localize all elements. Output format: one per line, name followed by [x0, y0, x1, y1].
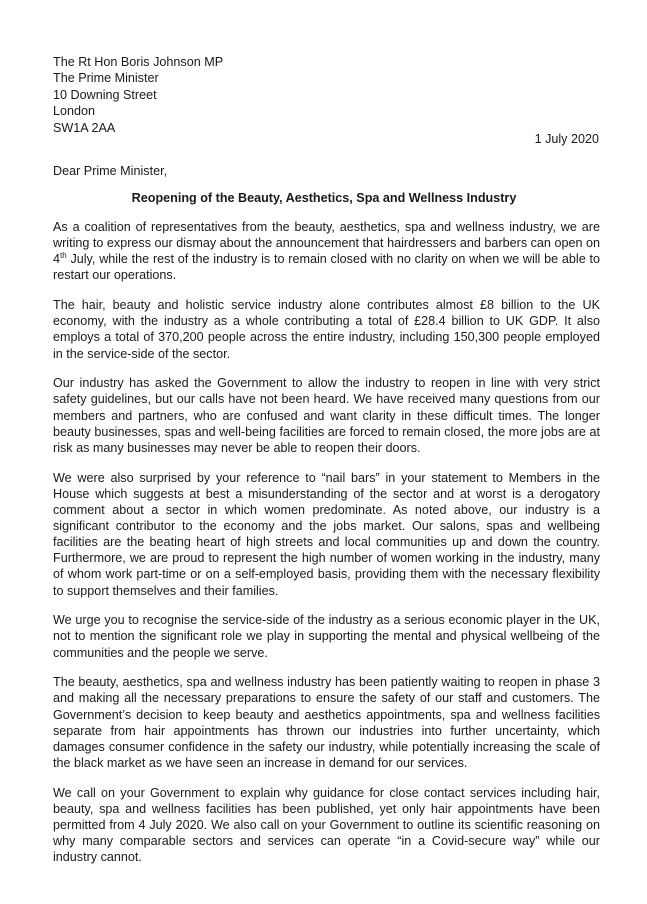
recipient-title: The Prime Minister — [53, 71, 159, 86]
subject-heading: Reopening of the Beauty, Aesthetics, Spa and Wellness Industry — [131, 191, 517, 205]
paragraph-1 — [53, 219, 600, 284]
paragraph-6: The beauty, aesthetics, spa and wellness industry has been patiently waiting to reopen in phase 3 and making all the necessary preparations to ensure the safety of our staff and customers. The Government’s decision to keep beauty and aesthetics appointments, spa and wellness facilities separate from hair appointments has thrown our industries into further uncertainty, which damages consumer confidence in the safety our industry, while potentially increasing the scale of the black market as we have seen an increase in demand for our services. — [53, 675, 600, 771]
salutation: Dear Prime Minister, — [53, 164, 168, 178]
recipient-city: London — [53, 104, 96, 119]
recipient-address — [53, 54, 223, 136]
paragraph-7: We call on your Government to explain why guidance for close contact services including hair, beauty, spa and wellness facilities has been published, yet only hair appointments have been permitted from 4 July 2020. We also call on your Government to outline its scientific reasoning on why many comparable sectors and services can operate “in a Covid-secure way” while our industry cannot. — [53, 785, 600, 865]
paragraph-4: We were also surprised by your reference to “nail bars” in your statement to Members in the House which suggests at best a misunderstanding of the sector and at worst is a derogatory comment about a sector in which women predominate. As noted above, our industry is a significant contributor to the economy and the jobs market. Our salons, spas and wellbeing facilities are the beating heart of high streets and local communities up and down the country. Furthermore, we are proud to represent the high number of women working in the industry, many of whom work part-time or on a self-employed basis, providing them with the necessary flexibility to support themselves and their families. — [53, 470, 600, 598]
paragraph-1-start: As a coalition of representatives from the beauty, aesthetics, spa and wellness industry, we are writing to express our dismay about the announcement that hairdressers and barbers can open on 4 — [53, 220, 600, 267]
paragraph-1-end: July, while the rest of the industry is to remain closed with no clarity on when we will be able to restart our operations. — [53, 252, 600, 283]
paragraph-5: We urge you to recognise the service-side of the industry as a serious economic player in the UK, not to mention the significant role we play in supporting the mental and physical wellbeing of the communities and the people we serve. — [53, 613, 600, 660]
recipient-street: 10 Downing Street — [53, 87, 157, 102]
paragraph-2: The hair, beauty and holistic service industry alone contributes almost £8 billion to the UK economy, with the industry as a whole contributing a total of £28.4 billion to UK GDP. It also employs a total of 370,200 people across the entire industry, including 150,300 people employed in the service-side of the sector. — [53, 298, 600, 361]
paragraph-3: Our industry has asked the Government to allow the industry to reopen in line with very strict safety guidelines, but our calls have not been heard. We have received many questions from our members and partners, who are confused and want clarity in these difficult times. The longer beauty businesses, spas and well-being facilities are forced to remain closed, the more jobs are at risk as many businesses may never be able to reopen their doors. — [53, 376, 600, 455]
letter-body — [53, 219, 600, 879]
ordinal-suffix: th — [60, 251, 67, 261]
letter-date: 1 July 2020 — [534, 132, 599, 146]
recipient-name: The Rt Hon Boris Johnson MP — [53, 55, 224, 69]
recipient-postcode: SW1A 2AA — [53, 120, 116, 135]
